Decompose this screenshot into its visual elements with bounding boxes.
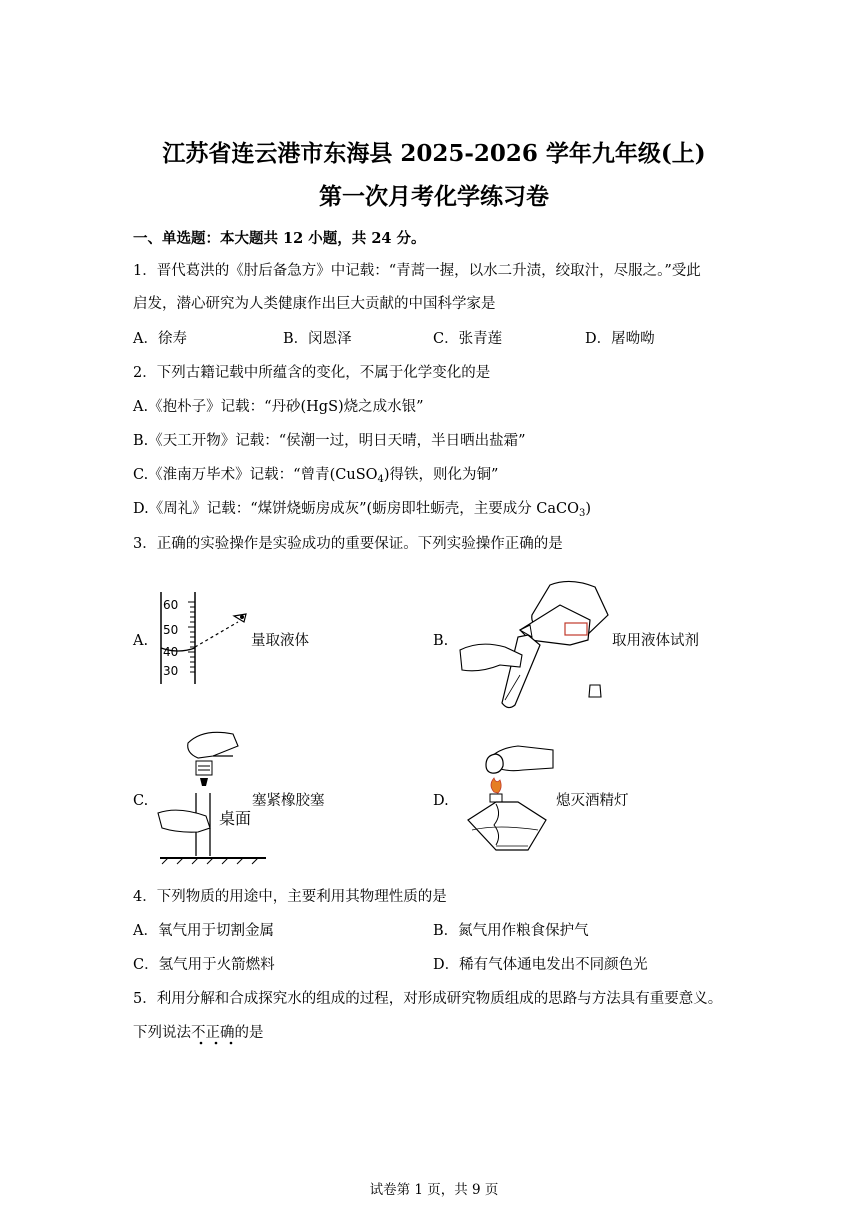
q3-c-caption: 塞紧橡胶塞	[252, 793, 325, 809]
q3-b-caption: 取用液体试剂	[612, 633, 699, 649]
q4-option-b: B．氮气用作粮食保护气	[433, 923, 589, 939]
q1-line2: 启发，潜心研究为人类健康作出巨大贡献的中国科学家是	[133, 296, 496, 312]
q1-option-a: A．徐寿	[133, 331, 187, 347]
q4-stem: 4．下列物质的用途中，主要利用其物理性质的是	[133, 889, 447, 905]
tick-label-30: 30	[163, 664, 179, 678]
q1-line1: 1．晋代葛洪的《肘后备急方》中记载：“青蒿一握，以水二升渍，绞取汁，尽服之。”受此	[133, 263, 701, 279]
q3-d-letter: D.	[433, 793, 449, 809]
tick-label-50: 50	[163, 623, 179, 637]
q3-stem: 3．正确的实验操作是实验成功的重要保证。下列实验操作正确的是	[133, 536, 563, 552]
pouring-liquid-figure	[460, 575, 610, 710]
tick-label-40: 40	[163, 645, 179, 659]
q2-option-c: C.《淮南万毕术》记载：“曾青(CuSO$_4$)得铁，则化为铜”	[133, 467, 499, 485]
q1-option-d: D．屠呦呦	[585, 331, 655, 347]
q5-line1: 5．利用分解和合成探究水的组成的过程，对形成研究物质组成的思路与方法具有重要意义。	[133, 991, 723, 1007]
q4-option-a: A．氧气用于切割金属	[133, 923, 274, 939]
title-line2: 第一次月考化学练习卷	[319, 183, 549, 210]
q1-option-c: C．张青莲	[433, 331, 503, 347]
q3-a-caption: 量取液体	[251, 633, 309, 649]
tick-label-60: 60	[163, 598, 179, 612]
q4-option-d: D．稀有气体通电发出不同颜色光	[433, 957, 648, 973]
q3-b-letter: B.	[433, 633, 449, 649]
q3-c-letter: C.	[133, 793, 149, 809]
q2-option-b: B.《天工开物》记载：“侯潮一过，明日天晴，半日晒出盐霜”	[133, 433, 526, 449]
q5-line2: 下列说法不正确的是	[133, 1025, 264, 1041]
q3-a-letter: A.	[133, 633, 149, 649]
title-line1: 江苏省连云港市东海县 2025-2026 学年九年级(上)	[162, 140, 706, 167]
q2-option-d: D.《周礼》记载：“煤饼烧蛎房成灰”(蛎房即牡蛎壳，主要成分 CaCO$_3$)	[133, 501, 592, 519]
q3-d-caption: 熄灭酒精灯	[556, 793, 629, 809]
desk-label: 桌面	[219, 809, 252, 828]
section-heading: 一、单选题：本大题共 12 小题，共 24 分。	[133, 230, 426, 247]
q4-option-c: C．氢气用于火箭燃料	[133, 957, 275, 973]
emphasis-dots	[195, 1040, 245, 1048]
page-footer: 试卷第 1 页，共 9 页	[369, 1182, 499, 1198]
q2-option-a: A.《抱朴子》记载：“丹砂(HgS)烧之成水银”	[133, 399, 424, 415]
q1-option-b: B．闵恩泽	[283, 331, 352, 347]
q2-stem: 2．下列古籍记载中所蕴含的变化，不属于化学变化的是	[133, 365, 491, 381]
alcohol-lamp-figure	[458, 740, 558, 855]
